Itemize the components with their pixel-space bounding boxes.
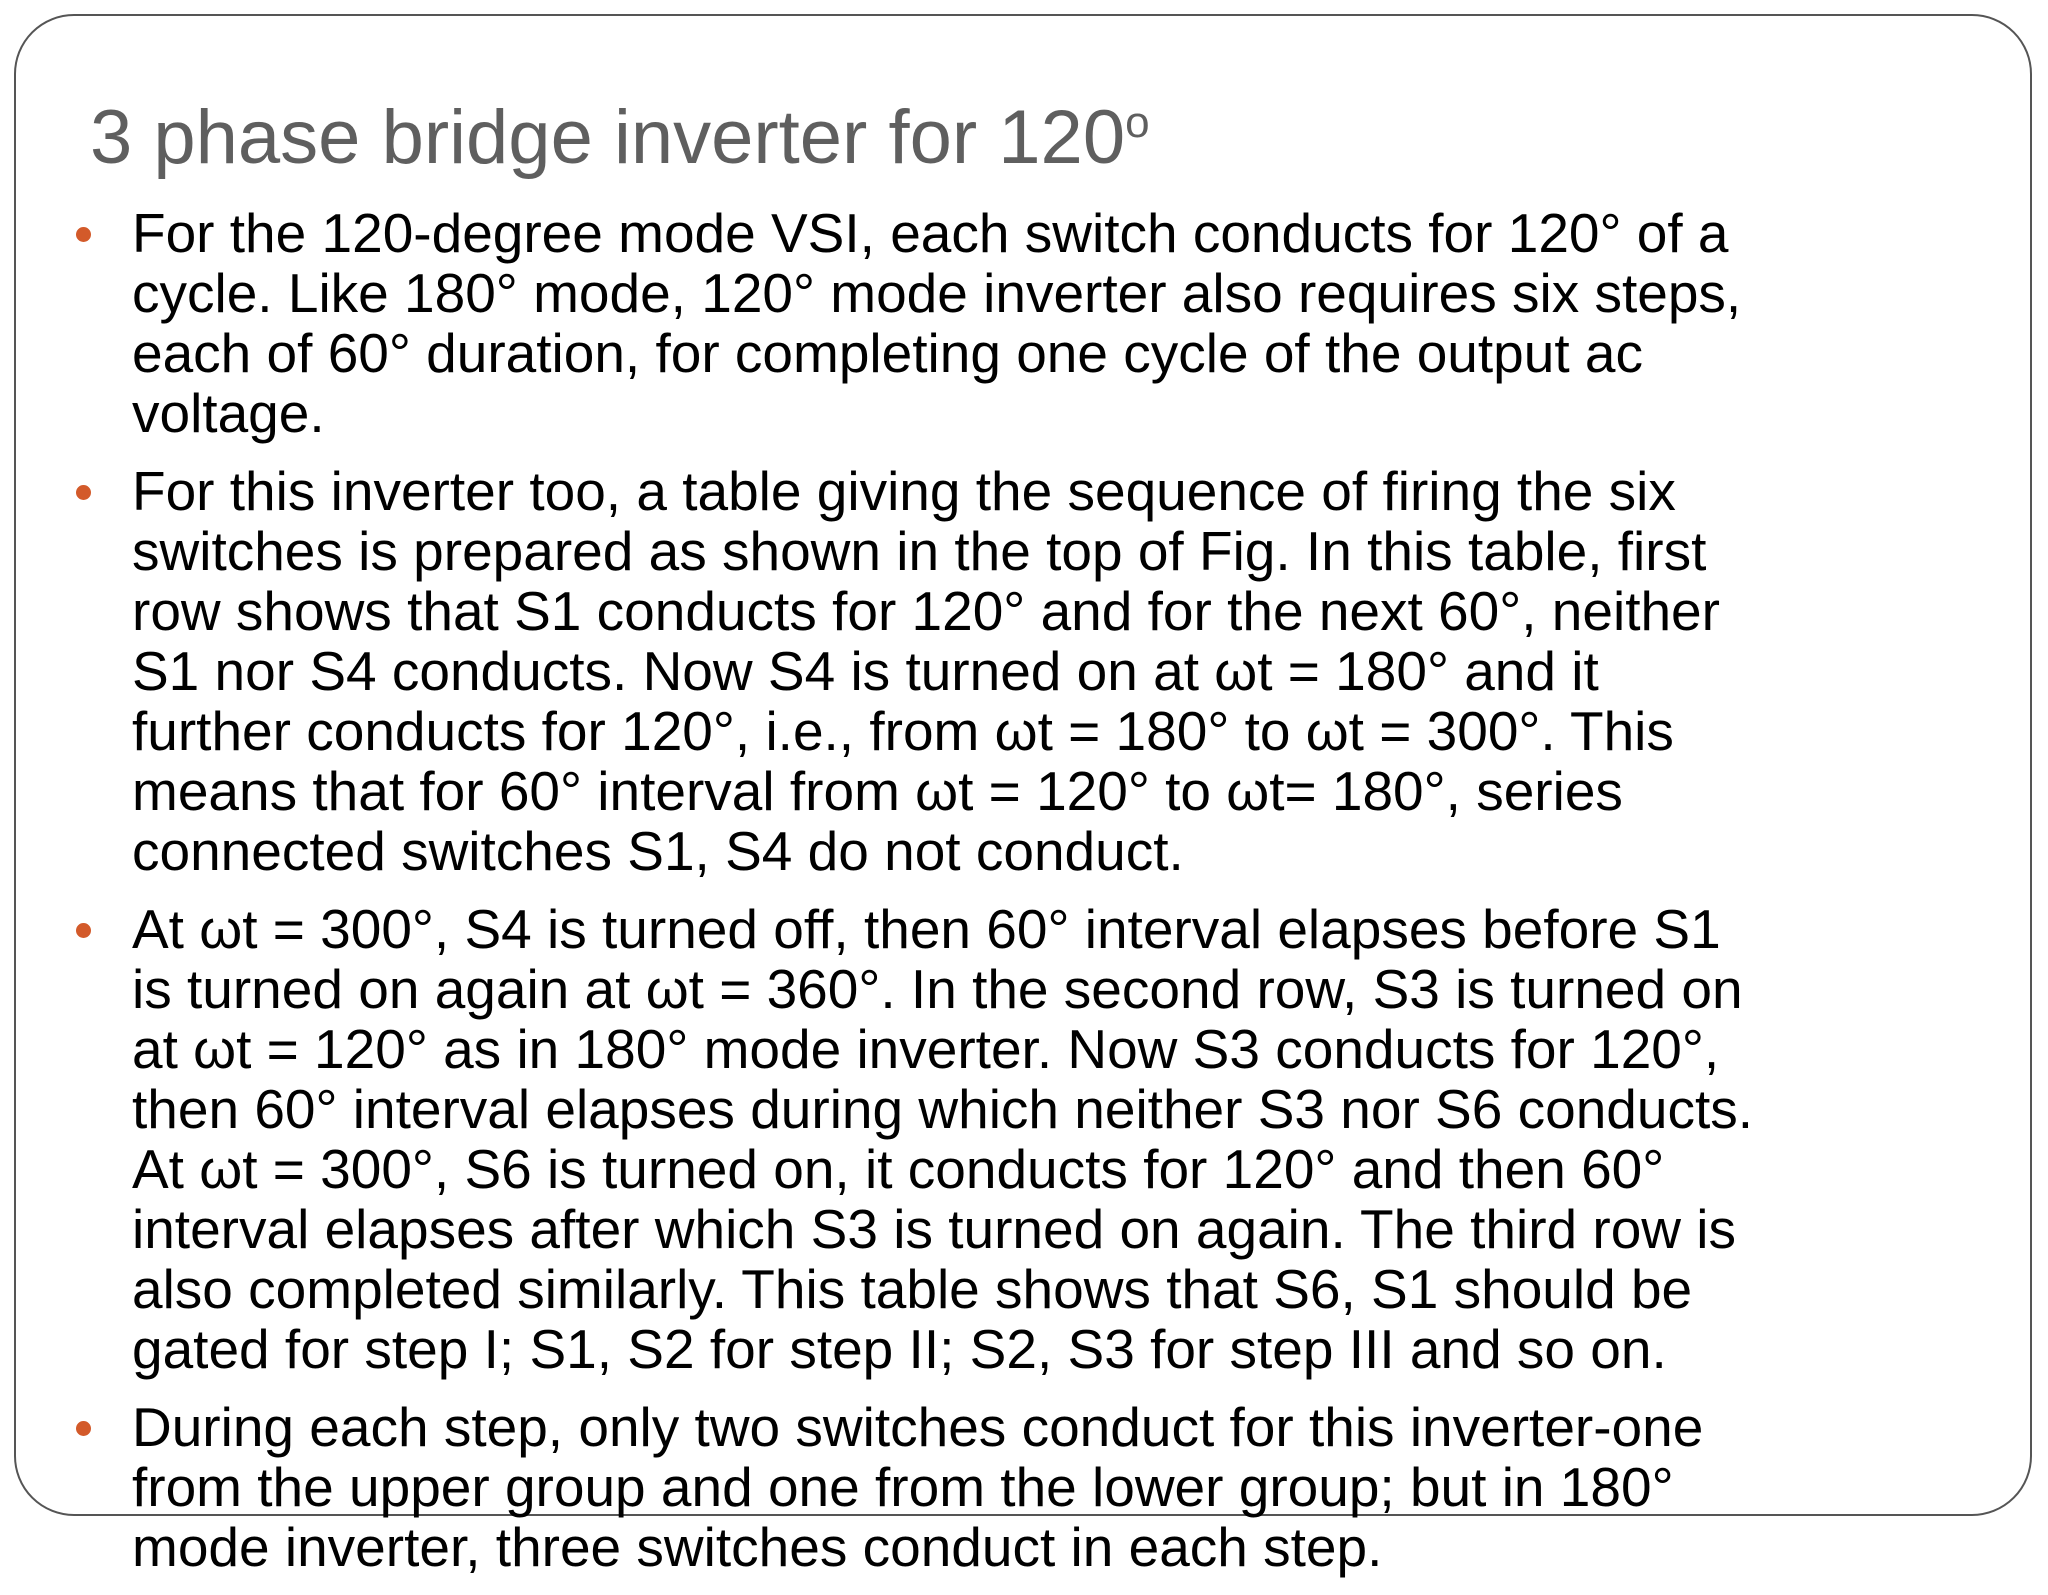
- bullet-item-3: [66, 899, 1996, 1379]
- bullet-dot-icon: [76, 227, 91, 242]
- bullet-item-4: [66, 1397, 1996, 1577]
- page-title: [90, 94, 1150, 181]
- bullet-text: During each step, only two switches conduct for this inverter-one from the upper group and one from the lower group; but in 180° mode inverter, three switches conduct in each step.: [132, 1396, 1704, 1578]
- bullet-list: [66, 203, 1996, 1595]
- bullet-dot-icon: [76, 485, 91, 500]
- bullet-text: At ωt = 300°, S4 is turned off, then 60° interval elapses before S1 is turned on again at ωt = 360°. In the second row, S3 is turned on at ωt = 120° as in 180° mode inverter. Now S3 conducts for 120°, then 60° interval elapses during which neither S3 nor S6 conducts. At ωt = 300°, S6 is turned on, it conducts for 120° and then 60° interval elapses after which S3 is turned on again. The third row is also completed similarly. This table shows that S6, S1 should be gated for step I; S1, S2 for step II; S2, S3 for step III and so on.: [132, 898, 1754, 1380]
- bullet-dot-icon: [76, 1421, 91, 1436]
- bullet-text: For the 120-degree mode VSI, each switch conducts for 120° of a cycle. Like 180° mode, 120° mode inverter also requires six steps, each of 60° duration, for completing one cycle of the output ac voltage.: [132, 202, 1742, 444]
- bullet-text: For this inverter too, a table giving the sequence of firing the six switches is prepared as shown in the top of Fig. In this table, first row shows that S1 conducts for 120° and for the next 60°, neither S1 nor S4 conducts. Now S4 is turned on at ωt = 180° and it further conducts for 120°, i.e., from ωt = 180° to ωt = 300°. This means that for 60° interval from ωt = 120° to ωt= 180°, series connected switches S1, S4 do not conduct.: [132, 460, 1720, 882]
- bullet-dot-icon: [76, 923, 91, 938]
- slide-frame: [14, 14, 2032, 1578]
- bullet-item-1: [66, 203, 1996, 443]
- degree-superscript: o: [1125, 98, 1150, 147]
- page-title-text: 3 phase bridge inverter for 120: [90, 95, 1126, 180]
- bullet-item-2: [66, 461, 1996, 881]
